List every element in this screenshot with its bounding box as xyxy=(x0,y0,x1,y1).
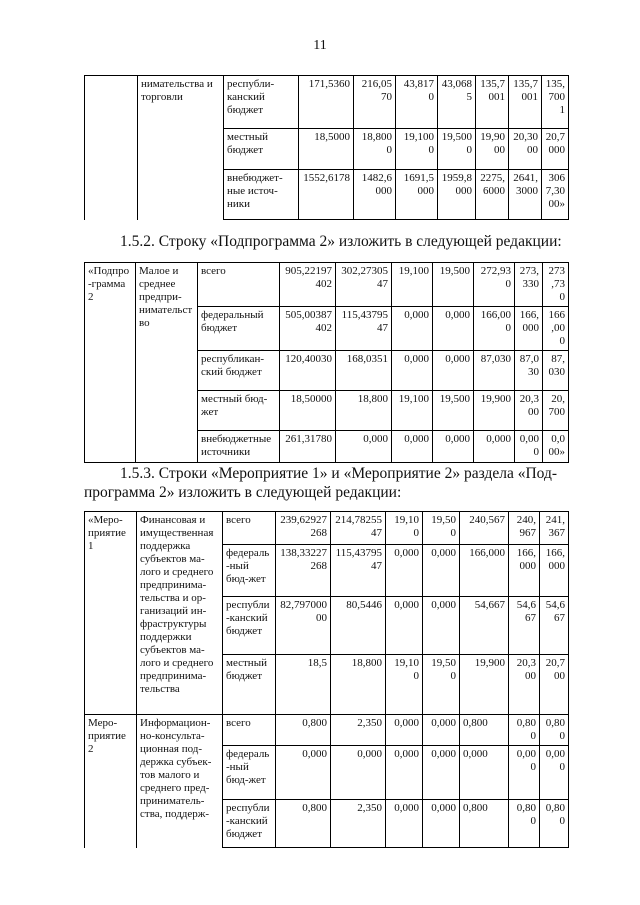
value-cell: 1691,5000 xyxy=(396,170,438,220)
paragraph-1-5-3 xyxy=(84,464,566,502)
measure-1-cell: «Меро-приятие 1 xyxy=(85,512,137,715)
value-cell: 0,000 xyxy=(423,597,460,655)
value-cell: 19,900 xyxy=(460,655,509,715)
value-cell: 0,000 xyxy=(423,715,460,746)
value-cell: 166,000 xyxy=(474,307,515,351)
value-cell: 18,800 xyxy=(336,391,392,431)
value-cell: 273,330 xyxy=(515,263,543,307)
value-cell: 0,000 xyxy=(433,351,474,391)
value-cell: 0,000 xyxy=(540,746,569,800)
budget-source-cell: местный бюд-жет xyxy=(198,391,280,431)
paragraph-text: программа 2» изложить в следующей редакции: xyxy=(84,484,402,501)
value-cell: 0,000 xyxy=(386,746,423,800)
paragraph-text: 1.5.2. Строку «Подпрограмма 2» изложить в следующей редакции: xyxy=(120,233,562,250)
budget-source-cell: местный бюджет xyxy=(224,129,299,170)
value-cell: 87,030 xyxy=(474,351,515,391)
value-cell: 166,000 xyxy=(460,545,509,597)
value-cell: 87,030 xyxy=(543,351,569,391)
value-cell: 43,8170 xyxy=(396,76,438,129)
value-cell: 261,31780 xyxy=(280,431,336,463)
value-cell: 3067,3000» xyxy=(542,170,569,220)
table-continuation xyxy=(84,75,569,220)
value-cell: 2,350 xyxy=(331,800,386,848)
value-cell: 302,2730547 xyxy=(336,263,392,307)
value-cell: 214,7825547 xyxy=(331,512,386,545)
value-cell: 272,930 xyxy=(474,263,515,307)
value-cell: 20,3000 xyxy=(509,129,542,170)
table-row xyxy=(85,263,569,307)
budget-source-cell: республи-канский бюджет xyxy=(223,597,276,655)
value-cell: 18,50000 xyxy=(280,391,336,431)
value-cell: 54,667 xyxy=(460,597,509,655)
value-cell: 18,800 xyxy=(331,655,386,715)
measure-2-cell: Меро-приятие 2 xyxy=(85,715,137,848)
value-cell: 0,000 xyxy=(433,307,474,351)
measure-1-name-cell: Финансовая и имущественная поддержка субъектов ма-лого и среднего предпринима-тельства и ор-ганизаций ин-фраструктуры поддержки субъектов ма-лого и среднего предпринима-тельства xyxy=(137,512,223,715)
value-cell: 905,22197402 xyxy=(280,263,336,307)
value-cell: 54,667 xyxy=(509,597,540,655)
value-cell: 1959,8000 xyxy=(438,170,476,220)
value-cell: 0,000 xyxy=(474,431,515,463)
value-cell: 0,000 xyxy=(515,431,543,463)
value-cell: 168,0351 xyxy=(336,351,392,391)
value-cell: 138,33227268 xyxy=(276,545,331,597)
value-cell: 166,000 xyxy=(509,545,540,597)
value-cell: 0,000 xyxy=(386,597,423,655)
value-cell: 19,100 xyxy=(392,263,433,307)
value-cell: 240,967 xyxy=(509,512,540,545)
value-cell: 240,567 xyxy=(460,512,509,545)
value-cell: 20,300 xyxy=(515,391,543,431)
value-cell: 0,000 xyxy=(336,431,392,463)
value-cell: 0,000 xyxy=(392,307,433,351)
value-cell: 18,5 xyxy=(276,655,331,715)
value-cell: 0,000 xyxy=(423,800,460,848)
value-cell: 0,800 xyxy=(276,800,331,848)
value-cell: 0,000 xyxy=(392,351,433,391)
value-cell: 19,500 xyxy=(433,263,474,307)
value-cell: 239,62927268 xyxy=(276,512,331,545)
value-cell: 82,79700000 xyxy=(276,597,331,655)
budget-source-cell: федераль-ный бюд-жет xyxy=(223,746,276,800)
empty-cell xyxy=(85,76,138,220)
budget-source-cell: местный бюджет xyxy=(223,655,276,715)
budget-source-cell: внебюджет-ные источ-ники xyxy=(224,170,299,220)
value-cell: 0,000 xyxy=(392,431,433,463)
value-cell: 505,00387402 xyxy=(280,307,336,351)
value-cell: 0,000 xyxy=(331,746,386,800)
value-cell: 135,7001 xyxy=(476,76,509,129)
budget-source-cell: всего xyxy=(223,512,276,545)
value-cell: 0,000 xyxy=(276,746,331,800)
value-cell: 135,7001 xyxy=(509,76,542,129)
value-cell: 2,350 xyxy=(331,715,386,746)
value-cell: 0,000 xyxy=(386,715,423,746)
value-cell: 19,5000 xyxy=(438,129,476,170)
budget-source-cell: республи-канский бюджет xyxy=(223,800,276,848)
value-cell: 19,500 xyxy=(433,391,474,431)
value-cell: 0,800 xyxy=(509,715,540,746)
subprogram-name-cell: Малое и среднее предпри-нимательство xyxy=(136,263,198,463)
value-cell: 87,030 xyxy=(515,351,543,391)
value-cell: 0,800 xyxy=(540,800,569,848)
value-cell: 0,000 xyxy=(423,746,460,800)
value-cell: 20,7000 xyxy=(542,129,569,170)
value-cell: 19,500 xyxy=(423,512,460,545)
value-cell: 20,700 xyxy=(543,391,569,431)
subprogram-cell: «Подпро-грамма 2 xyxy=(85,263,136,463)
value-cell: 216,0570 xyxy=(354,76,396,129)
table-measures xyxy=(84,511,569,848)
value-cell: 19,900 xyxy=(474,391,515,431)
value-cell: 171,5360 xyxy=(299,76,354,129)
value-cell: 54,667 xyxy=(540,597,569,655)
value-cell: 1552,6178 xyxy=(299,170,354,220)
budget-source-cell: республикан-ский бюджет xyxy=(198,351,280,391)
measure-2-name-cell: Информацион-но-консульта-ционная под-держка субъек-тов малого и среднего пред-приниматель-ства, поддерж- xyxy=(137,715,223,848)
value-cell: 0,000 xyxy=(509,746,540,800)
budget-source-cell: республи-канский бюджет xyxy=(224,76,299,129)
paragraph-1-5-2 xyxy=(84,232,566,251)
table-row xyxy=(85,512,569,545)
page-number: 11 xyxy=(313,38,327,53)
value-cell: 18,5000 xyxy=(299,129,354,170)
budget-source-cell: федеральный бюджет xyxy=(198,307,280,351)
table-subprogram-2 xyxy=(84,262,569,463)
value-cell: 241,367 xyxy=(540,512,569,545)
value-cell: 19,1000 xyxy=(396,129,438,170)
value-cell: 19,100 xyxy=(386,655,423,715)
table-row xyxy=(85,715,569,746)
paragraph-text: 1.5.3. Строки «Мероприятие 1» и «Мероприятие 2» раздела «Под- xyxy=(120,465,557,482)
value-cell: 1482,6000 xyxy=(354,170,396,220)
value-cell: 166,000 xyxy=(543,307,569,351)
value-cell: 2275,6000 xyxy=(476,170,509,220)
value-cell: 0,800 xyxy=(460,715,509,746)
value-cell: 120,40030 xyxy=(280,351,336,391)
value-cell: 19,9000 xyxy=(476,129,509,170)
value-cell: 20,700 xyxy=(540,655,569,715)
value-cell: 0,800 xyxy=(276,715,331,746)
value-cell: 115,4379547 xyxy=(331,545,386,597)
value-cell: 0,000 xyxy=(423,545,460,597)
value-cell: 0,800 xyxy=(540,715,569,746)
budget-source-cell: всего xyxy=(223,715,276,746)
value-cell: 19,100 xyxy=(386,512,423,545)
budget-source-cell: федераль-ный бюд-жет xyxy=(223,545,276,597)
value-cell: 0,000 xyxy=(386,545,423,597)
value-cell: 20,300 xyxy=(509,655,540,715)
value-cell: 166,000 xyxy=(515,307,543,351)
value-cell: 273,730 xyxy=(543,263,569,307)
budget-source-cell: внебюджетные источники xyxy=(198,431,280,463)
value-cell: 0,000 xyxy=(433,431,474,463)
value-cell: 19,100 xyxy=(392,391,433,431)
table-row xyxy=(85,76,569,129)
value-cell: 0,800 xyxy=(460,800,509,848)
value-cell: 0,000 xyxy=(386,800,423,848)
value-cell: 80,5446 xyxy=(331,597,386,655)
value-cell: 0,000» xyxy=(543,431,569,463)
value-cell: 18,8000 xyxy=(354,129,396,170)
value-cell: 0,000 xyxy=(460,746,509,800)
value-cell: 166,000 xyxy=(540,545,569,597)
value-cell: 43,0685 xyxy=(438,76,476,129)
program-name-cell: нимательства и торговли xyxy=(138,76,224,220)
budget-source-cell: всего xyxy=(198,263,280,307)
value-cell: 19,500 xyxy=(423,655,460,715)
value-cell: 2641,3000 xyxy=(509,170,542,220)
value-cell: 135,7001 xyxy=(542,76,569,129)
value-cell: 0,800 xyxy=(509,800,540,848)
value-cell: 115,4379547 xyxy=(336,307,392,351)
